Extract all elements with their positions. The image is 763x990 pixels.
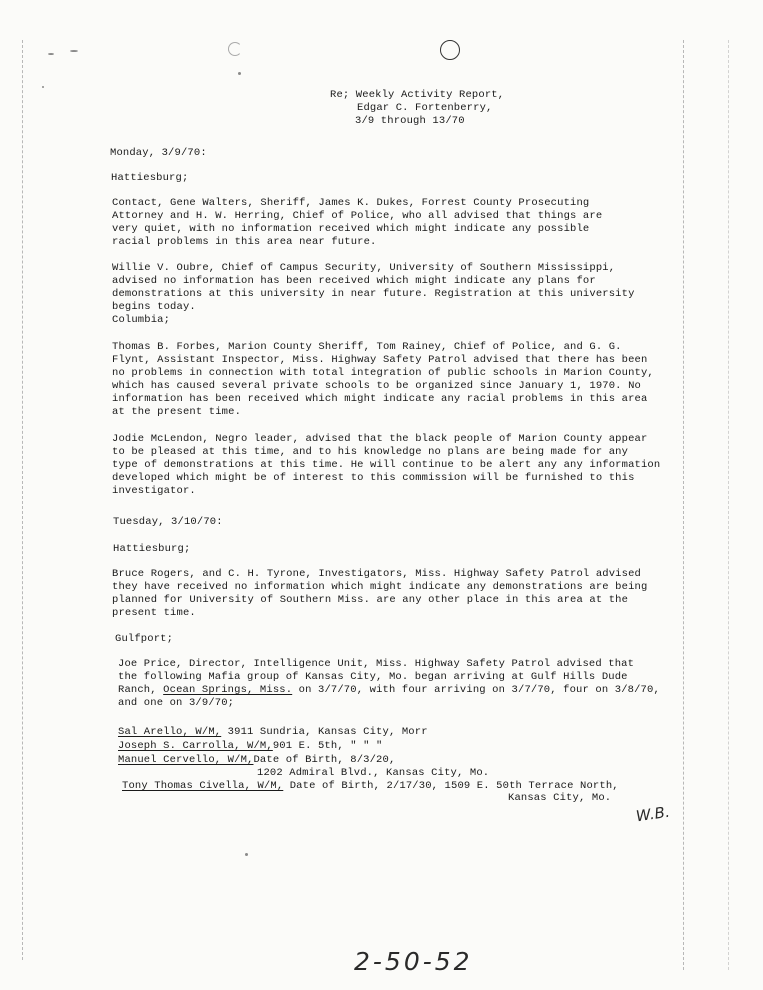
paragraph-line: Joe Price, Director, Intelligence Unit, Miss. Highway Safety Patrol advised that (118, 658, 635, 670)
paragraph-line (118, 684, 660, 697)
hattiesburg-heading-1: Hattiesburg; (111, 172, 189, 184)
paragraph-oubre (112, 262, 635, 327)
paragraph-line: information has been received which might indicate any racial problems in this area (112, 393, 648, 405)
name-entry-3-address: 1202 Admiral Blvd., Kansas City, Mo. (257, 767, 490, 779)
paragraph-line: they have received no information which might indicate any demonstrations are being (112, 581, 648, 593)
paragraph-text: Ranch, (118, 684, 164, 696)
paragraph-text: on 3/7/70, with four arriving on 3/7/70, four on 3/8/70, (292, 684, 660, 696)
hole-punch-mark-left (228, 42, 242, 56)
name-entry-3 (118, 754, 395, 767)
person-detail: Date of Birth, 8/3/20, (253, 754, 396, 766)
scan-speck (245, 853, 248, 856)
scan-speck (42, 86, 44, 88)
paragraph-line: at the present time. (112, 406, 242, 418)
document-number: 2-50-52 (354, 947, 473, 976)
name-entry-4-city: Kansas City, Mo. (508, 792, 612, 804)
person-detail: Date of Birth, 2/17/30, 1509 E. 50th Terrace North, (283, 780, 619, 792)
person-detail: 901 E. 5th, " " " (272, 740, 383, 752)
scan-edge-right-outer (728, 40, 729, 970)
paragraph-line: racial problems in this area near future. (112, 236, 377, 248)
paragraph-line: Attorney and H. W. Herring, Chief of Police, who all advised that things are (112, 210, 603, 222)
monday-heading: Monday, 3/9/70: (110, 147, 207, 159)
name-entry-1 (118, 726, 428, 739)
paragraph-line: to be pleased at this time, and to his knowledge no plans are being made for any (112, 446, 629, 458)
paragraph-line: present time. (112, 607, 196, 619)
paragraph-contact (112, 197, 602, 249)
paragraph-line: planned for University of Southern Miss. are any other place in this area at the (112, 594, 629, 606)
paragraph-forbes (112, 341, 654, 419)
paragraph-line: Willie V. Oubre, Chief of Campus Security, University of Southern Mississippi, (112, 262, 616, 274)
paragraph-line: type of demonstrations at this time. He will continue to be alert any any information (112, 459, 661, 471)
paragraph-line: Thomas B. Forbes, Marion County Sheriff, Tom Rainey, Chief of Police, and G. G. (112, 341, 622, 353)
header-line-2: Edgar C. Fortenberry, (357, 102, 493, 114)
hattiesburg-heading-2: Hattiesburg; (113, 543, 191, 555)
paragraph-line: investigator. (112, 485, 196, 497)
header-line-1: Re; Weekly Activity Report, (330, 89, 505, 101)
scan-speck (48, 53, 54, 55)
person-name: Joseph S. Carrolla, W/M, (118, 740, 273, 752)
paragraph-line: demonstrations at this university in near future. Registration at this university (112, 288, 635, 300)
person-name: Manuel Cervello, W/M, (118, 754, 254, 766)
person-detail: 3911 Sundria, Kansas City, Morr (227, 726, 428, 738)
paragraph-line: and one on 3/9/70; (118, 697, 235, 709)
paragraph-line: begins today. (112, 301, 196, 313)
paragraph-line: Contact, Gene Walters, Sheriff, James K. Dukes, Forrest County Prosecuting (112, 197, 590, 209)
location-underlined: Ocean Springs, Miss. (163, 684, 293, 696)
paragraph-line: the following Mafia group of Kansas City, Mo. began arriving at Gulf Hills Dude (118, 671, 628, 683)
scan-edge-left (22, 40, 23, 960)
name-entry-2 (118, 740, 383, 753)
paragraph-line: which has caused several private schools to be organized since January 1, 1970. No (112, 380, 641, 392)
paragraph-mclendon (112, 433, 660, 498)
header-line-3: 3/9 through 13/70 (355, 115, 465, 127)
scan-speck (238, 72, 241, 75)
paragraph-line: very quiet, with no information received which might indicate any possible (112, 223, 590, 235)
paragraph-line: no problems in connection with total integration of public schools in Marion County, (112, 367, 654, 379)
paragraph-line: developed which might be of interest to this commission will be furnished to this (112, 472, 635, 484)
paragraph-price (118, 658, 660, 710)
person-name: Sal Arello, W/M, (118, 726, 222, 738)
hole-punch-mark (440, 40, 460, 60)
paragraph-line: Bruce Rogers, and C. H. Tyrone, Investigators, Miss. Highway Safety Patrol advised (112, 568, 641, 580)
handwritten-initials: W.B. (634, 802, 672, 826)
person-name: Tony Thomas Civella, W/M, (122, 780, 284, 792)
paragraph-line: advised no information has been received which might indicate any plans for (112, 275, 596, 287)
tuesday-heading: Tuesday, 3/10/70: (113, 516, 223, 528)
paragraph-line: Jodie McLendon, Negro leader, advised that the black people of Marion County appear (112, 433, 648, 445)
scan-speck (70, 50, 78, 52)
paragraph-rogers (112, 568, 647, 620)
columbia-heading: Columbia; (112, 314, 171, 326)
gulfport-heading: Gulfport; (115, 633, 174, 645)
paragraph-line: Flynt, Assistant Inspector, Miss. Highway Safety Patrol advised that there has been (112, 354, 648, 366)
scan-edge-right (683, 40, 684, 970)
